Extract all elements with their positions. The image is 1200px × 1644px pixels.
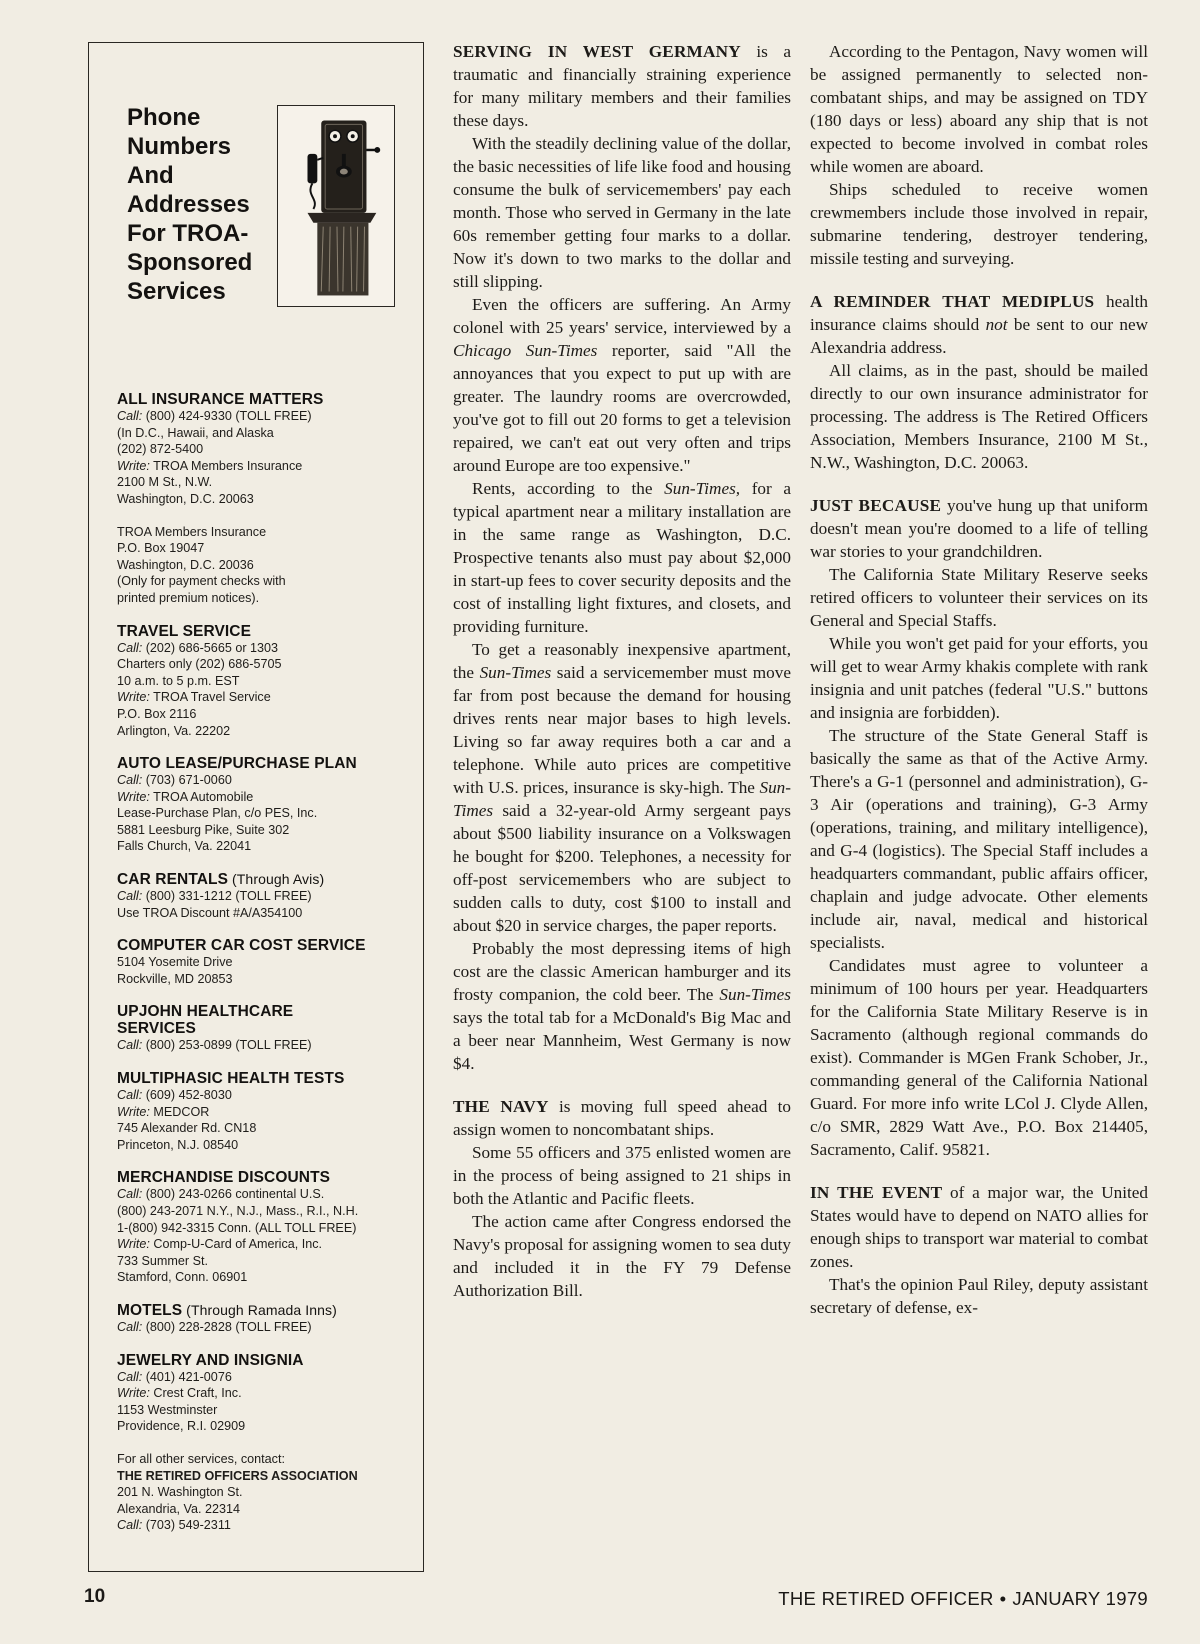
directory-title-line: Sponsored	[127, 249, 253, 276]
service-entry	[117, 871, 413, 921]
service-detail-line: P.O. Box 2116	[117, 706, 197, 721]
service-entry	[117, 623, 413, 740]
service-title: AUTO LEASE/PURCHASE PLAN	[117, 755, 357, 773]
service-title: UPJOHN HEALTHCARE SERVICES	[117, 1003, 294, 1038]
italic-text: Sun-Times,	[664, 479, 741, 498]
bullet-separator: •	[999, 1588, 1007, 1609]
service-detail-line: 733 Summer St.	[117, 1253, 208, 1268]
article-column-right	[810, 40, 1148, 1319]
service-detail-line: 1153 Westminster	[117, 1402, 218, 1417]
contact-organization: THE RETIRED OFFICERS ASSOCIATION	[117, 1468, 358, 1483]
article-paragraph	[453, 293, 791, 477]
service-detail-spacer	[117, 508, 413, 524]
service-detail-line: Call: (609) 452-8030	[117, 1088, 232, 1103]
body-text: said a 32-year-old Army sergeant pays about $500 liability insurance on a Volkswagen he bought for $200. Telephones, a necessity for off-post servicemembers who are subject to sudden calls to duty, cost $100 to install and about $20 in service charges, the paper reports.	[453, 801, 791, 935]
service-detail-line: Call: (800) 228-2828 (TOLL FREE)	[117, 1319, 312, 1334]
section-lead-heading: THE NAVY	[453, 1097, 549, 1116]
service-detail-line: Falls Church, Va. 22041	[117, 839, 252, 854]
directory-title-line: For TROA-	[127, 220, 249, 247]
service-detail-line: 10 a.m. to 5 p.m. EST	[117, 673, 240, 688]
article-paragraph	[453, 937, 791, 1075]
article-paragraph	[810, 290, 1148, 359]
service-detail-line: Use TROA Discount #A/A354100	[117, 905, 303, 920]
service-detail-line: Write: TROA Members Insurance	[117, 458, 303, 473]
italic-text: not	[985, 315, 1008, 334]
service-title: MULTIPHASIC HEALTH TESTS	[117, 1070, 345, 1088]
article-paragraph	[453, 477, 791, 638]
service-detail-line: TROA Members Insurance	[117, 524, 267, 539]
wall-telephone-illustration	[277, 105, 395, 307]
contact-phone: Call: (703) 549-2311	[117, 1518, 231, 1533]
article-paragraph	[810, 178, 1148, 270]
italic-text: Sun-Times	[719, 985, 791, 1004]
body-text: That's the opinion Paul Riley, deputy assistant secretary of defense, ex-	[810, 1275, 1148, 1317]
service-entry	[117, 1070, 413, 1153]
service-detail-line: 5104 Yosemite Drive	[117, 955, 233, 970]
directory-title-line: Services	[127, 278, 226, 305]
body-text: reporter, said "All the annoyances that you expect to put up with are greater. The laundry rooms are overcrowded, you've got to fill out 20 forms to get a television repaired, we can't eat out very often and trips around Europe are too expensive."	[453, 341, 791, 475]
service-detail-line: Washington, D.C. 20063	[117, 491, 254, 506]
contact-city: Alexandria, Va. 22314	[117, 1501, 240, 1516]
service-detail-line: Write: Comp-U-Card of America, Inc.	[117, 1237, 323, 1252]
service-entry	[117, 1352, 413, 1435]
article-paragraph	[810, 1273, 1148, 1319]
service-title: CAR RENTALS (Through Avis)	[117, 871, 325, 889]
service-detail-line: printed premium notices).	[117, 590, 260, 605]
section-lead-heading: JUST BECAUSE	[810, 496, 942, 515]
directory-heading	[127, 103, 252, 306]
service-entry	[117, 1003, 413, 1054]
body-text: The California State Military Reserve seeks retired officers to volunteer their services on its General and Special Staffs.	[810, 565, 1148, 630]
article-paragraph	[810, 1181, 1148, 1273]
service-detail-line: (800) 243-2071 N.Y., N.J., Mass., R.I., N.H.	[117, 1204, 359, 1218]
article-column-middle	[453, 40, 791, 1302]
body-text: Candidates must agree to volunteer a minimum of 100 hours per year. Headquarters for the California State Military Reserve is in Sacramento (although regional commands do exist). Commander is MGen Frank Schober, Jr., commanding general of the California National Guard. For more info write LCol J. Clyde Allen, c/o SMR, 2829 Watt Ave., P.O. Box 214405, Sacramento, Calif. 95821.	[810, 956, 1148, 1159]
body-text: Probably the most depressing items of high cost are the classic American hamburger and its frosty companion, the cold beer. The	[453, 939, 791, 1004]
article-paragraph	[810, 40, 1148, 178]
body-text: be sent to our new Alexandria address.	[810, 315, 1149, 357]
service-detail-line: Lease-Purchase Plan, c/o PES, Inc.	[117, 806, 318, 821]
article-paragraph	[453, 638, 791, 937]
service-detail-line: Washington, D.C. 20036	[117, 557, 254, 572]
body-text: The structure of the State General Staff is basically the same as that of the Active Army. There's a G-1 (personnel and administration), G-3 Air (operations and training), G-3 Army (operations, training, and military intelligence), and G-4 (logistics). The Special Staff includes a headquarters commandant, public affairs officer, chaplain and judge advocate. Other elements include air, naval, medical and historical specialists.	[810, 726, 1148, 952]
issue-date: JANUARY 1979	[1012, 1588, 1148, 1609]
body-text: you've hung up that uniform doesn't mean you're doomed to a life of telling war stories to your grandchildren.	[810, 496, 1148, 561]
service-detail-line: Providence, R.I. 02909	[117, 1419, 246, 1434]
services-directory-box	[88, 42, 424, 1572]
service-detail-line: Call: (800) 253-0899 (TOLL FREE)	[117, 1038, 312, 1053]
body-text: To get a reasonably inexpensive apartment, the	[453, 640, 791, 682]
service-detail-line: (202) 872-5400	[117, 442, 204, 457]
service-detail-line: 5881 Leesburg Pike, Suite 302	[117, 822, 290, 837]
general-contact	[117, 1451, 413, 1534]
wall-telephone-icon	[278, 106, 394, 306]
service-entry	[117, 1169, 413, 1286]
service-detail-line: Call: (800) 331-1212 (TOLL FREE)	[117, 889, 312, 904]
article-paragraph	[453, 1210, 791, 1302]
publication-name: THE RETIRED OFFICER	[778, 1588, 994, 1609]
service-detail-line: Write: TROA Automobile	[117, 789, 254, 804]
article-paragraph	[810, 359, 1148, 474]
running-footer	[778, 1588, 1148, 1610]
service-detail-line: Princeton, N.J. 08540	[117, 1137, 239, 1152]
service-detail-line: P.O. Box 19047	[117, 541, 205, 556]
service-title: MOTELS (Through Ramada Inns)	[117, 1301, 337, 1319]
italic-text: Sun-Times	[453, 778, 791, 820]
page-number: 10	[84, 1586, 106, 1607]
article-paragraph	[810, 954, 1148, 1161]
service-entry	[117, 937, 413, 987]
service-detail-line: Stamford, Conn. 06901	[117, 1270, 248, 1285]
article-paragraph	[810, 494, 1148, 563]
article-paragraph	[810, 563, 1148, 632]
body-text: health insurance claims should	[810, 292, 1148, 334]
section-lead-heading: IN THE EVENT	[810, 1183, 943, 1202]
service-detail-line: (In D.C., Hawaii, and Alaska	[117, 425, 274, 440]
body-text: said a servicemember must move far from post because the demand for housing drives rents near major bases to high levels. Living so far away requires both a car and a telephone. While auto prices are competitive with U.S. prices, insurance is sky-high. The	[453, 663, 791, 797]
body-text: The action came after Congress endorsed the Navy's proposal for assigning women to sea duty and included it in the FY 79 Defense Authorization Bill.	[453, 1212, 791, 1300]
service-entry	[117, 391, 413, 607]
service-entry	[117, 755, 413, 855]
contact-street: 201 N. Washington St.	[117, 1485, 243, 1500]
italic-text: Chicago Sun-Times	[453, 341, 598, 360]
body-text: is a traumatic and financially straining experience for many military members and their families these days.	[453, 42, 791, 130]
italic-text: Sun-Times	[479, 663, 552, 682]
service-title: JEWELRY AND INSIGNIA	[117, 1351, 304, 1369]
service-detail-line: Call: (401) 421-0076	[117, 1369, 232, 1384]
service-detail-line: Call: (202) 686-5665 or 1303	[117, 640, 279, 655]
contact-intro: For all other services, contact:	[117, 1451, 285, 1466]
section-lead-heading: A REMINDER THAT MEDIPLUS	[810, 292, 1095, 311]
service-detail-line: Write: MEDCOR	[117, 1104, 210, 1119]
article-paragraph	[453, 132, 791, 293]
service-detail-line: Rockville, MD 20853	[117, 971, 233, 986]
article-paragraph	[810, 724, 1148, 954]
section-lead-heading: SERVING IN WEST GERMANY	[453, 42, 741, 61]
service-detail-line: Write: TROA Travel Service	[117, 690, 271, 705]
body-text: Some 55 officers and 375 enlisted women are in the process of being assigned to 21 ships in both the Atlantic and Pacific fleets.	[453, 1143, 791, 1208]
body-text: Even the officers are suffering. An Army colonel with 25 years' service, interviewed by a	[453, 295, 791, 337]
service-detail-line: Call: (703) 671-0060	[117, 773, 232, 788]
body-text: for a typical apartment near a military installation are in the same range as Washington, D.C. Prospective tenants also must pay about $2,000 in start-up fees to cover security deposits and the cost of installing light fixtures, and closets, and providing furniture.	[453, 479, 792, 636]
service-detail-line: 1-(800) 942-3315 Conn. (ALL TOLL FREE)	[117, 1220, 357, 1235]
service-title: COMPUTER CAR COST SERVICE	[117, 937, 366, 955]
body-text: of a major war, the United States would have to depend on NATO allies for enough ships to transport war material to combat zones.	[810, 1183, 1148, 1271]
service-title: TRAVEL SERVICE	[117, 622, 252, 640]
service-detail-line: Call: (800) 243-0266 continental U.S.	[117, 1187, 325, 1202]
service-entry	[117, 1302, 413, 1336]
service-detail-line: Write: Crest Craft, Inc.	[117, 1386, 242, 1401]
services-list	[117, 391, 413, 1550]
article-paragraph	[453, 1095, 791, 1141]
body-text: According to the Pentagon, Navy women will be assigned permanently to selected non-combatant ships, and may be assigned on TDY (180 days or less) aboard any ship that is not expected to become involved in combat roles while women are aboard.	[810, 42, 1148, 176]
service-detail-line: 2100 M St., N.W.	[117, 475, 213, 490]
service-detail-line: Call: (800) 424-9330 (TOLL FREE)	[117, 409, 312, 423]
directory-title-line: Addresses	[127, 191, 250, 218]
directory-title-line: Numbers	[127, 133, 232, 160]
service-title: MERCHANDISE DISCOUNTS	[117, 1169, 331, 1187]
service-detail-line: Arlington, Va. 22202	[117, 723, 231, 738]
service-detail-line: 745 Alexander Rd. CN18	[117, 1121, 257, 1136]
service-title: ALL INSURANCE MATTERS	[117, 391, 324, 408]
body-text: says the total tab for a McDonald's Big Mac and a beer near Mannheim, West Germany is now $4.	[453, 1008, 791, 1073]
directory-title-line: Phone	[127, 104, 201, 131]
article-paragraph	[453, 1141, 791, 1210]
body-text: All claims, as in the past, should be mailed directly to our own insurance administrator for processing. The address is The Retired Officers Association, Members Insurance, 2100 M St., N.W., Washington, D.C. 20063.	[810, 361, 1148, 472]
service-detail-line: (Only for payment checks with	[117, 574, 286, 589]
service-detail-line: Charters only (202) 686-5705	[117, 657, 282, 672]
article-paragraph	[453, 40, 791, 132]
article-paragraph	[810, 632, 1148, 724]
body-text: Rents, according to the	[472, 479, 665, 498]
directory-title-line: And	[127, 162, 174, 189]
body-text: is moving full speed ahead to assign women to noncombatant ships.	[453, 1097, 791, 1139]
body-text: Ships scheduled to receive women crewmembers include those involved in repair, submarine tendering, destroyer tendering, missile testing and surveying.	[810, 180, 1148, 268]
body-text: While you won't get paid for your efforts, you will get to wear Army khakis complete with rank insignia and unit patches (federal "U.S." buttons and insignia are forbidden).	[810, 634, 1148, 722]
body-text: With the steadily declining value of the dollar, the basic necessities of life like food and housing consume the bulk of servicemembers' pay each month. Those who served in Germany in the late 60s remember getting four marks to a dollar. Now it's down to two marks to the dollar and still slipping.	[453, 134, 791, 291]
